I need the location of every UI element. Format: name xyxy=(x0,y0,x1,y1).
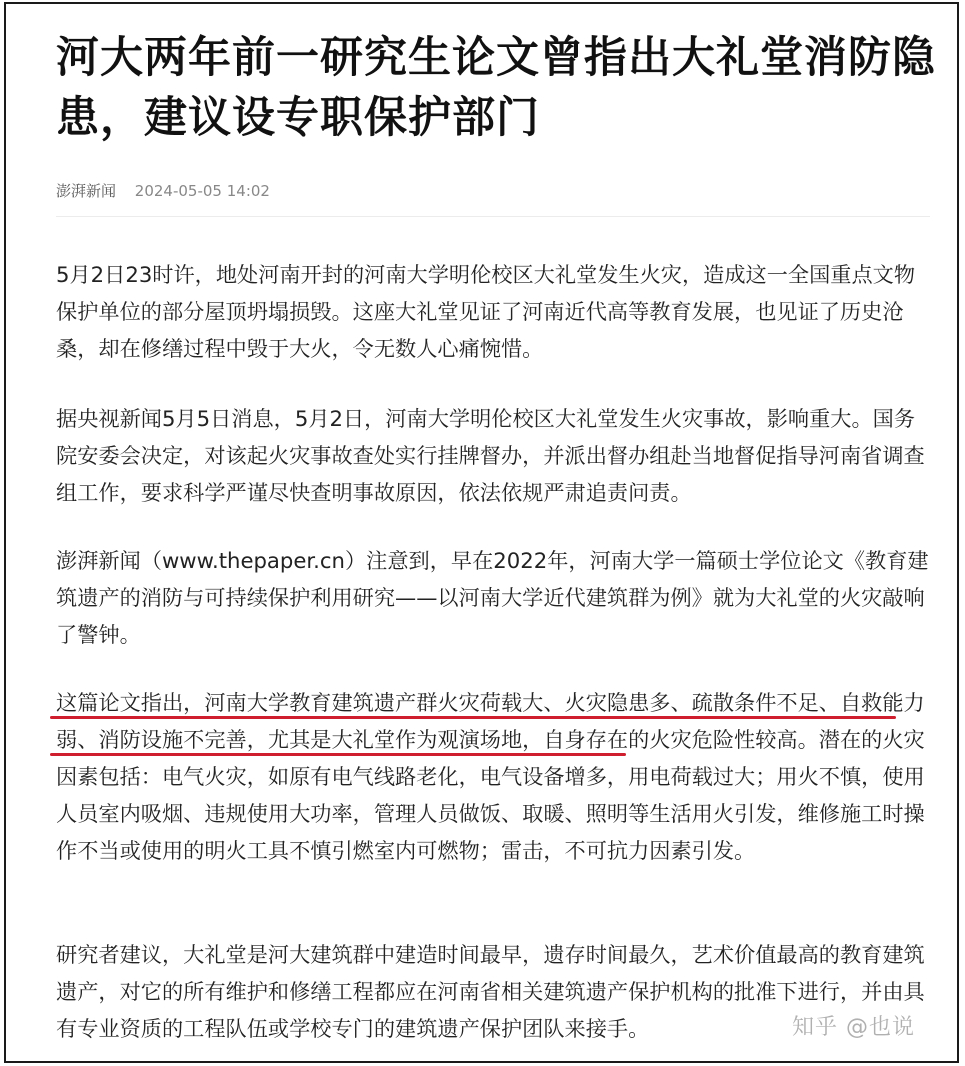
highlight-underline-2 xyxy=(50,753,626,756)
paragraph-1: 5月2日23时许，地处河南开封的河南大学明伦校区大礼堂发生火灾，造成这一全国重点文物保护单位的部分屋顶坍塌损毁。这座大礼堂见证了河南近代高等教育发展，也见证了历史沧桑，却在修缮过程中毁于大火，令无数人心痛惋惜。 xyxy=(56,262,916,361)
article-meta xyxy=(56,180,270,201)
watermark: 知乎 @也说 xyxy=(792,1015,915,1040)
highlight-underline-1 xyxy=(50,716,896,719)
article-date: 2024-05-05 14:02 xyxy=(134,182,270,200)
paragraph-2: 据央视新闻5月5日消息，5月2日，河南大学明伦校区大礼堂发生火灾事故，影响重大。国务院安委会决定，对该起火灾事故查处实行挂牌督办，并派出督办组赴当地督促指导河南省调查组工作，要求科学严谨尽快查明事故原因，依法依规严肃追责问责。 xyxy=(56,406,925,505)
divider xyxy=(56,216,930,217)
paragraph-4-highlighted: 这篇论文指出，河南大学教育建筑遗产群火灾荷载大、火灾隐患多、疏散条件不足、自救能力弱、消防设施不完善，尤其是大礼堂作为观演场地，自身存在的火灾危险性较高。潜在的火灾因素包括：电气火灾，如原有电气线路老化，电气设备增多，用电荷载过大；用火不慎，使用人员室内吸烟、违规使用大功率，管理人员做饭、取暖、照明等生活用火引发，维修施工时操作不当或使用的明火工具不慎引燃室内可燃物；雷击，不可抗力因素引发。 xyxy=(56,690,925,863)
article-frame xyxy=(4,2,959,1063)
paragraph-5: 研究者建议，大礼堂是河大建筑群中建造时间最早，遗存时间最久，艺术价值最高的教育建筑遗产，对它的所有维护和修缮工程都应在河南省相关建筑遗产保护机构的批准下进行，并由具有专业资质的工程队伍或学校专门的建筑遗产保护团队来接手。 xyxy=(56,942,925,1041)
article-title: 河大两年前一研究生论文曾指出大礼堂消防隐患，建议设专职保护部门 xyxy=(56,33,936,143)
article-source[interactable]: 澎湃新闻 xyxy=(56,182,117,200)
paragraph-3: 澎湃新闻（www.thepaper.cn）注意到，早在2022年，河南大学一篇硕士学位论文《教育建筑遗产的消防与可持续保护利用研究——以河南大学近代建筑群为例》就为大礼堂的火灾敲响了警钟。 xyxy=(56,548,929,647)
